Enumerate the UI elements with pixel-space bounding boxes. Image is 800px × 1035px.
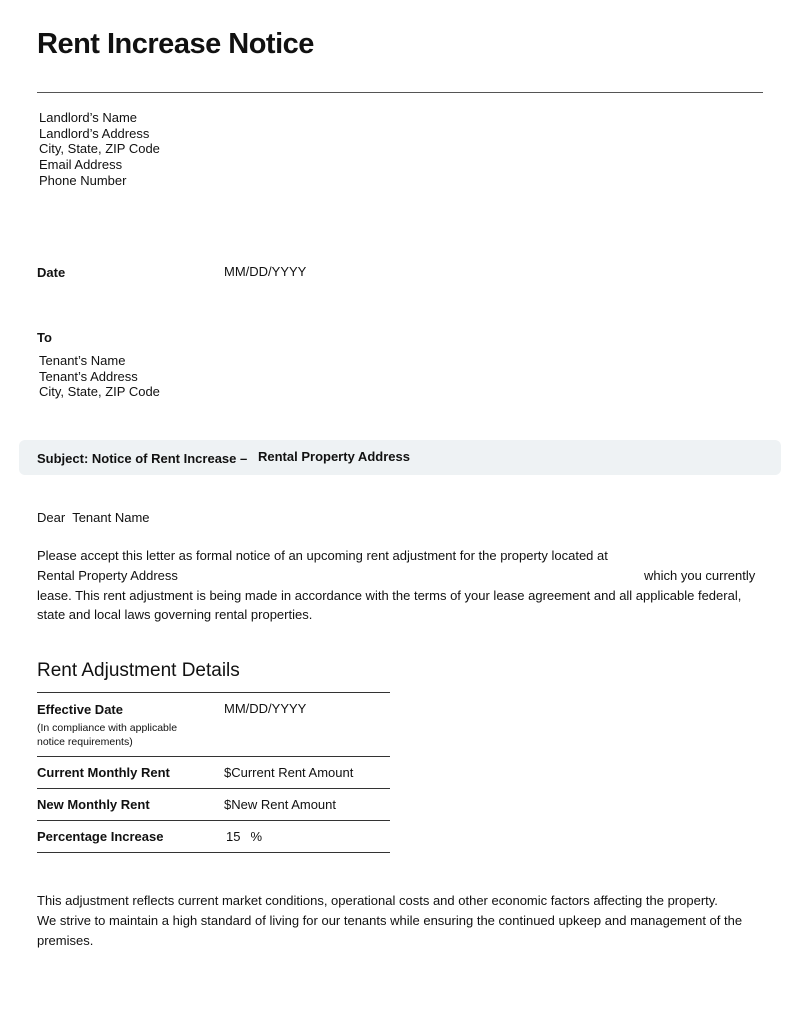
current-rent-label: Current Monthly Rent bbox=[37, 765, 170, 780]
body-line: lease. This rent adjustment is being made in accordance with the terms of your lease agreement and all applicable federal, bbox=[37, 587, 742, 603]
subject-address-field[interactable]: Rental Property Address bbox=[258, 449, 410, 464]
new-rent-label: New Monthly Rent bbox=[37, 797, 150, 812]
landlord-address-field[interactable]: Landlord’s Address bbox=[39, 125, 150, 141]
percent-unit: % bbox=[250, 829, 263, 844]
details-heading: Rent Adjustment Details bbox=[37, 660, 240, 681]
body-line: which you currently bbox=[644, 567, 756, 583]
closing-line: This adjustment reflects current market conditions, operational costs and other economic factors affecting the property. bbox=[37, 893, 718, 908]
closing-line: premises. bbox=[37, 932, 94, 948]
effective-date-label: Effective Date bbox=[37, 702, 123, 717]
greeting bbox=[37, 510, 150, 525]
table-row bbox=[37, 692, 390, 756]
tenant-info bbox=[39, 353, 160, 400]
subject-bar bbox=[19, 440, 781, 475]
landlord-email-field[interactable]: Email Address bbox=[39, 157, 123, 173]
landlord-phone-field[interactable]: Phone Number bbox=[39, 172, 127, 188]
date-label: Date bbox=[37, 265, 66, 280]
closing-line: We strive to maintain a high standard of living for our tenants while ensuring the continued upkeep and management of the bbox=[37, 912, 743, 928]
property-address-field[interactable]: Rental Property Address bbox=[37, 567, 178, 583]
table-row bbox=[37, 756, 390, 788]
body-line: state and local laws governing rental properties. bbox=[37, 607, 313, 623]
to-label: To bbox=[37, 330, 52, 345]
date-field[interactable]: MM/DD/YYYY bbox=[224, 264, 307, 279]
subject-label: Subject: Notice of Rent Increase – bbox=[37, 451, 248, 466]
landlord-info bbox=[39, 110, 160, 189]
tenant-name-field[interactable]: Tenant’s Name bbox=[39, 353, 126, 368]
tenant-city-field[interactable]: City, State, ZIP Code bbox=[39, 384, 160, 400]
table-row bbox=[37, 820, 390, 853]
body-paragraph bbox=[37, 546, 763, 625]
effective-date-field[interactable]: MM/DD/YYYY bbox=[224, 701, 307, 716]
rent-details-table bbox=[37, 692, 390, 853]
percentage-field[interactable]: 15 bbox=[226, 829, 241, 844]
currency-symbol: $ bbox=[224, 797, 232, 812]
greeting-prefix: Dear bbox=[37, 510, 66, 525]
page-title: Rent Increase Notice bbox=[37, 28, 314, 60]
tenant-address-field[interactable]: Tenant’s Address bbox=[39, 368, 138, 384]
title-divider bbox=[37, 92, 763, 93]
new-rent-field[interactable]: New Rent Amount bbox=[231, 797, 337, 812]
currency-symbol: $ bbox=[224, 765, 232, 780]
tenant-name-greeting-field[interactable]: Tenant Name bbox=[72, 510, 150, 525]
current-rent-field[interactable]: Current Rent Amount bbox=[231, 765, 354, 780]
body-line: Please accept this letter as formal notice of an upcoming rent adjustment for the property located at bbox=[37, 548, 608, 563]
table-row bbox=[37, 788, 390, 820]
percentage-label: Percentage Increase bbox=[37, 829, 164, 844]
closing-paragraph bbox=[37, 891, 763, 950]
landlord-name-field[interactable]: Landlord’s Name bbox=[39, 110, 138, 125]
effective-date-note: (In compliance with applicable notice requirements) bbox=[37, 722, 178, 748]
landlord-city-field[interactable]: City, State, ZIP Code bbox=[39, 141, 160, 157]
